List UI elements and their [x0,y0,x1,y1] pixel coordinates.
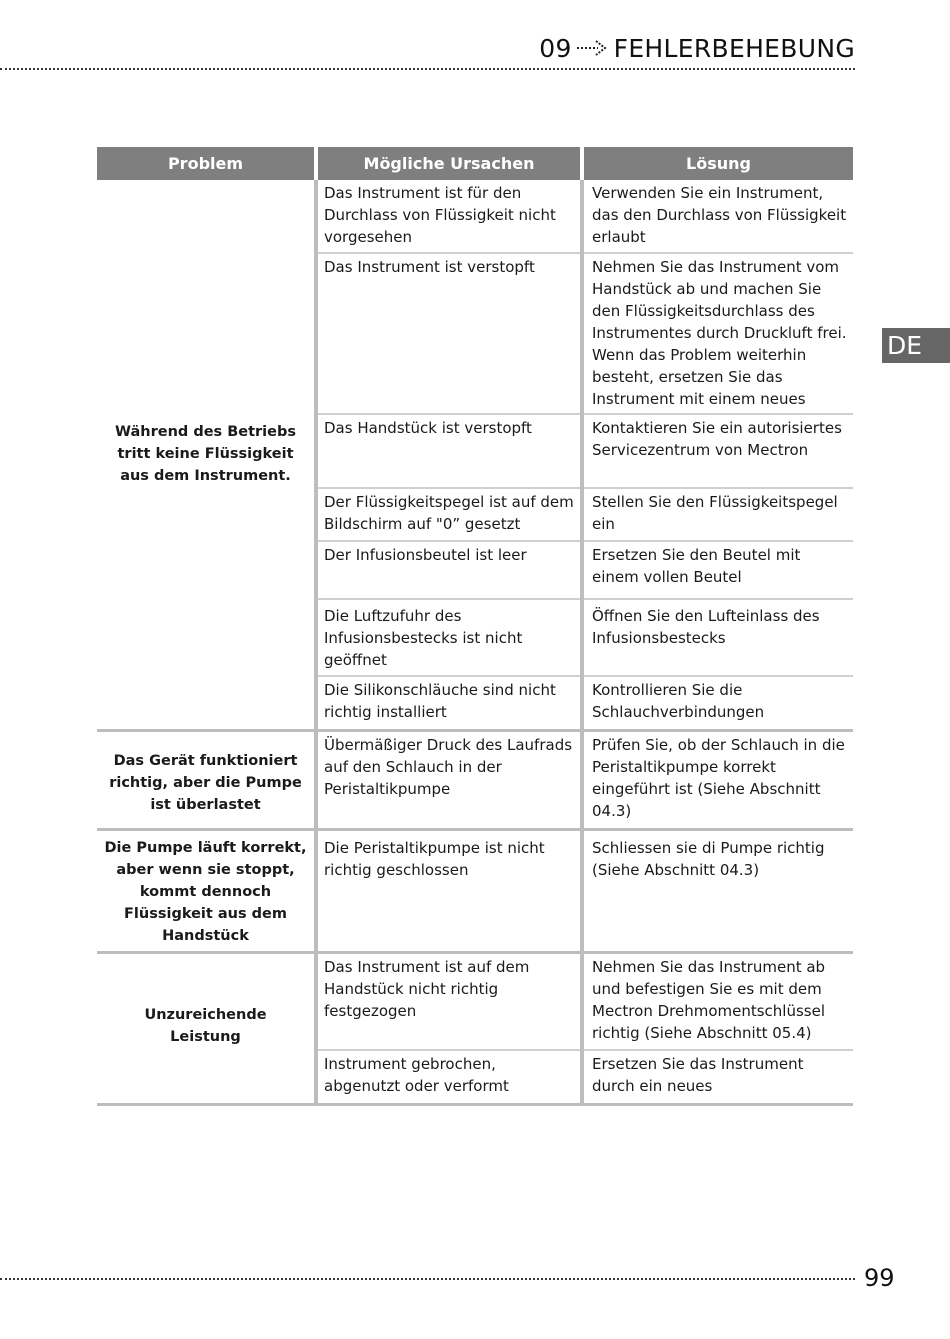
chapter-number: 09 [539,34,572,63]
chapter-heading [539,34,855,63]
solution-cell: Kontrollieren Sie die Schlauchverbindungen [582,676,853,730]
solution-cell: Ersetzen Sie das Instrument durch ein neues [582,1050,853,1104]
cause-cell: Das Handstück ist verstopft [316,414,582,488]
solution-cell: Prüfen Sie, ob der Schlauch in die Peristaltikpumpe korrekt eingeführt ist (Siehe Abschnitt 04.3) [582,730,853,829]
footer-divider [0,1278,855,1280]
chapter-title: FEHLERBEHEBUNG [613,34,855,63]
solution-cell: Verwenden Sie ein Instrument, das den Durchlass von Flüssigkeit erlaubt [582,180,853,253]
problem-cell: Unzureichende Leistung [97,952,316,1104]
solution-cell: Stellen Sie den Flüssigkeitspegel ein [582,488,853,541]
table-row [97,180,853,253]
solution-cell: Nehmen Sie das Instrument ab und befestigen Sie es mit dem Mectron Drehmomentschlüssel richtig (Siehe Abschnitt 05.4) [582,952,853,1050]
page-header [0,30,855,68]
column-header-problem: Problem [97,147,316,180]
table-row [97,952,853,1050]
header-divider [0,68,855,70]
dotted-arrow-icon [576,38,610,58]
cause-cell: Der Flüssigkeitspegel ist auf dem Bildschirm auf "0” gesetzt [316,488,582,541]
solution-cell: Schliessen sie di Pumpe richtig (Siehe Abschnitt 04.3) [582,829,853,952]
language-tab: DE [882,328,950,363]
cause-cell: Das Instrument ist verstopft [316,253,582,414]
cause-cell: Der Infusionsbeutel ist leer [316,541,582,599]
solution-cell: Kontaktieren Sie ein autorisiertes Servicezentrum von Mectron [582,414,853,488]
column-header-causes: Mögliche Ursachen [316,147,582,180]
table-header-row [97,147,853,180]
problem-cell: Die Pumpe läuft korrekt, aber wenn sie stoppt, kommt dennoch Flüssigkeit aus dem Handstück [97,829,316,952]
cause-cell: Instrument gebrochen, abgenutzt oder verformt [316,1050,582,1104]
cause-cell: Das Instrument ist auf dem Handstück nicht richtig festgezogen [316,952,582,1050]
solution-cell: Öffnen Sie den Lufteinlass des Infusionsbestecks [582,599,853,676]
table-row [97,829,853,952]
troubleshooting-table [97,147,853,1106]
cause-cell: Das Instrument ist für den Durchlass von Flüssigkeit nicht vorgesehen [316,180,582,253]
problem-cell: Das Gerät funktioniert richtig, aber die Pumpe ist überlastet [97,730,316,829]
solution-cell: Nehmen Sie das Instrument vom Handstück ab und machen Sie den Flüssigkeitsdurchlass des Instrumentes durch Druckluft frei. Wenn das Problem weiterhin besteht, ersetzen Sie das Instrument mit einem neues [582,253,853,414]
cause-cell: Die Peristaltikpumpe ist nicht richtig geschlossen [316,829,582,952]
problem-cell: Während des Betriebs tritt keine Flüssigkeit aus dem Instrument. [97,180,316,730]
cause-cell: Die Silikonschläuche sind nicht richtig installiert [316,676,582,730]
cause-cell: Die Luftzufuhr des Infusionsbestecks ist nicht geöffnet [316,599,582,676]
cause-cell: Übermäßiger Druck des Laufrads auf den Schlauch in der Peristaltikpumpe [316,730,582,829]
column-header-solution: Lösung [582,147,853,180]
solution-cell: Ersetzen Sie den Beutel mit einem vollen Beutel [582,541,853,599]
table-row [97,730,853,829]
page-number: 99 [864,1264,895,1292]
